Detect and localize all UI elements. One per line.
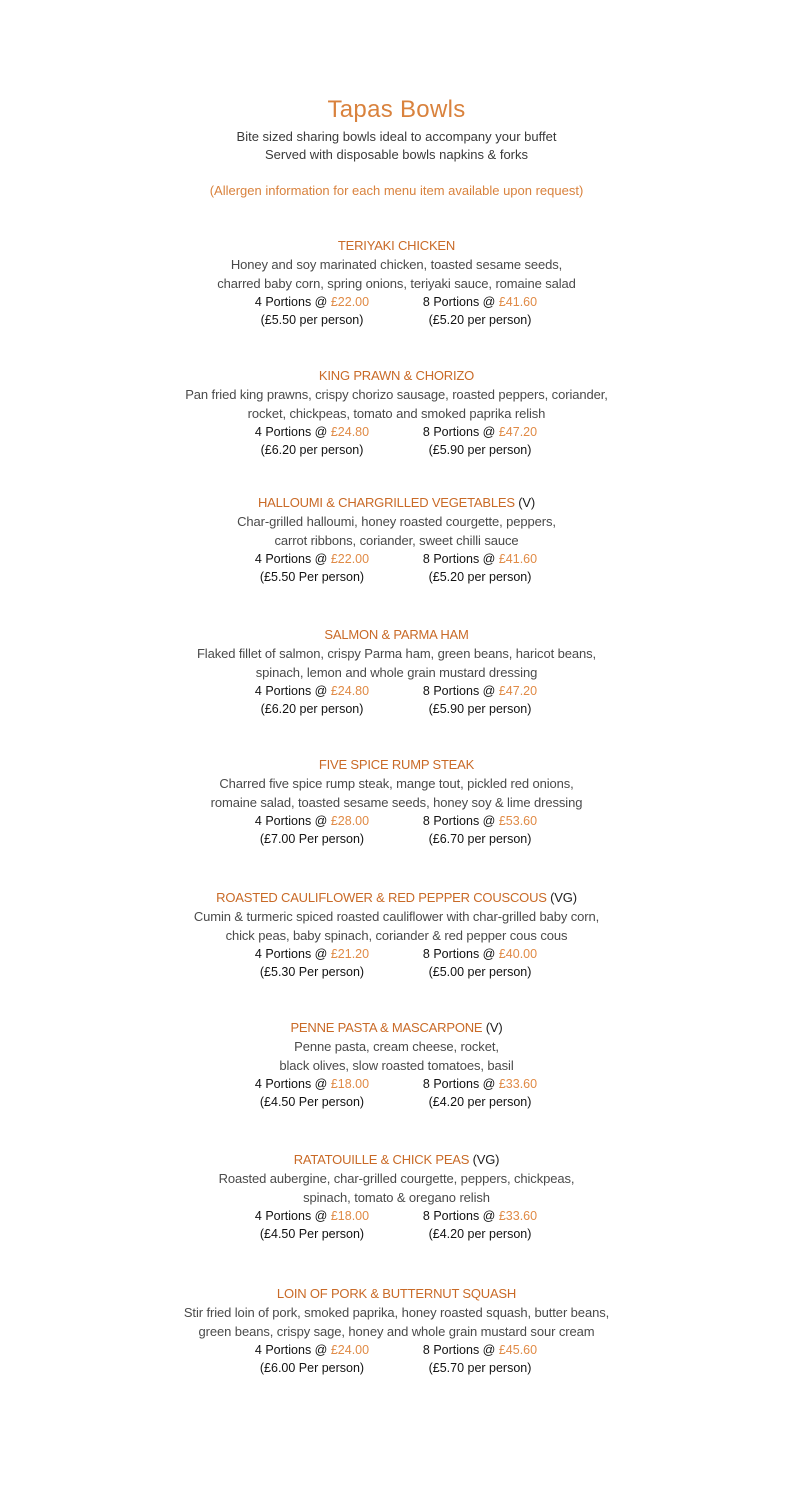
price-amount: £21.20 <box>330 947 370 961</box>
price-8-portions: 8 Portions @ £41.60 (£5.20 per person) <box>390 293 570 329</box>
item-name: HALLOUMI & CHARGRILLED VEGETABLES (V) <box>257 495 535 510</box>
per-person: (£5.50 Per person) <box>259 570 365 584</box>
per-person: (£6.20 per person) <box>260 443 364 457</box>
item-desc-line-1: Honey and soy marinated chicken, toasted sesame seeds, <box>230 257 563 272</box>
price-4-portions: 4 Portions @ £22.00 (£5.50 Per person) <box>222 550 402 586</box>
menu-item <box>0 1151 793 1243</box>
item-name: FIVE SPICE RUMP STEAK <box>318 757 475 772</box>
item-desc-line-2: romaine salad, toasted sesame seeds, honey soy & lime dressing <box>210 795 583 810</box>
menu-item <box>0 494 793 586</box>
item-desc-line-2: green beans, crispy sage, honey and whole grain mustard sour cream <box>198 1324 595 1339</box>
item-desc-line-1: Roasted aubergine, char-grilled courgette, peppers, chickpeas, <box>218 1171 575 1186</box>
price-amount: £40.00 <box>498 947 538 961</box>
item-name: SALMON & PARMA HAM <box>324 627 469 642</box>
price-4-portions: 4 Portions @ £24.80 (£6.20 per person) <box>222 423 402 459</box>
per-person: (£5.00 per person) <box>428 965 532 979</box>
per-person: (£4.50 Per person) <box>259 1227 365 1241</box>
price-4-portions: 4 Portions @ £24.80 (£6.20 per person) <box>222 682 402 718</box>
price-block <box>0 1341 793 1377</box>
price-amount: £18.00 <box>330 1209 370 1223</box>
price-4-portions: 4 Portions @ £21.20 (£5.30 Per person) <box>222 945 402 981</box>
price-amount: £28.00 <box>330 814 370 828</box>
item-desc-line-1: Cumin & turmeric spiced roasted cauliflower with char-grilled baby corn, <box>193 909 600 924</box>
price-block <box>0 812 793 848</box>
menu-item <box>0 237 793 329</box>
page-title: Tapas Bowls <box>327 96 466 123</box>
per-person: (£5.20 per person) <box>428 313 532 327</box>
item-name: LOIN OF PORK & BUTTERNUT SQUASH <box>276 1286 517 1301</box>
per-person: (£6.00 Per person) <box>259 1361 365 1375</box>
menu-item <box>0 756 793 848</box>
price-amount: £47.20 <box>498 425 538 439</box>
price-block <box>0 945 793 981</box>
item-desc-line-2: rocket, chickpeas, tomato and smoked paprika relish <box>247 406 546 421</box>
menu-item <box>0 1285 793 1377</box>
menu-item <box>0 367 793 459</box>
item-name: ROASTED CAULIFLOWER & RED PEPPER COUSCOUS (VG) <box>216 890 577 905</box>
subtitle-line-2: Served with disposable bowls napkins & forks <box>264 147 529 162</box>
per-person: (£5.90 per person) <box>428 702 532 716</box>
item-desc-line-2: black olives, slow roasted tomatoes, basil <box>279 1058 514 1073</box>
price-amount: £41.60 <box>498 295 538 309</box>
price-block <box>0 1075 793 1111</box>
price-8-portions: 8 Portions @ £33.60 (£4.20 per person) <box>390 1075 570 1111</box>
per-person: (£5.30 Per person) <box>259 965 365 979</box>
price-amount: £45.60 <box>498 1343 538 1357</box>
item-name: TERIYAKI CHICKEN <box>337 238 456 253</box>
price-4-portions: 4 Portions @ £28.00 (£7.00 Per person) <box>222 812 402 848</box>
diet-tag: (V) <box>514 495 535 510</box>
subtitle-line-1: Bite sized sharing bowls ideal to accompany your buffet <box>236 129 557 144</box>
diet-tag: (V) <box>482 1020 503 1035</box>
price-block <box>0 682 793 718</box>
price-8-portions: 8 Portions @ £47.20 (£5.90 per person) <box>390 682 570 718</box>
item-desc-line-1: Pan fried king prawns, crispy chorizo sausage, roasted peppers, coriander, <box>185 387 608 402</box>
price-8-portions: 8 Portions @ £41.60 (£5.20 per person) <box>390 550 570 586</box>
item-desc-line-1: Penne pasta, cream cheese, rocket, <box>294 1039 499 1054</box>
price-4-portions: 4 Portions @ £18.00 (£4.50 Per person) <box>222 1207 402 1243</box>
price-8-portions: 8 Portions @ £47.20 (£5.90 per person) <box>390 423 570 459</box>
item-desc-line-2: carrot ribbons, coriander, sweet chilli sauce <box>274 533 519 548</box>
price-amount: £33.60 <box>498 1209 538 1223</box>
item-desc-line-1: Stir fried loin of pork, smoked paprika, honey roasted squash, butter beans, <box>183 1305 610 1320</box>
price-8-portions: 8 Portions @ £33.60 (£4.20 per person) <box>390 1207 570 1243</box>
price-amount: £24.80 <box>330 425 370 439</box>
price-block <box>0 293 793 329</box>
per-person: (£5.20 per person) <box>428 570 532 584</box>
allergen-note: (Allergen information for each menu item available upon request) <box>209 183 584 198</box>
price-8-portions: 8 Portions @ £53.60 (£6.70 per person) <box>390 812 570 848</box>
item-desc-line-2: chick peas, baby spinach, coriander & red pepper cous cous <box>225 928 568 943</box>
item-desc-line-1: Charred five spice rump steak, mange tout, pickled red onions, <box>219 776 574 791</box>
price-amount: £22.00 <box>330 552 370 566</box>
per-person: (£7.00 Per person) <box>259 832 365 846</box>
price-8-portions: 8 Portions @ £40.00 (£5.00 per person) <box>390 945 570 981</box>
price-4-portions: 4 Portions @ £22.00 (£5.50 per person) <box>222 293 402 329</box>
price-block <box>0 550 793 586</box>
price-amount: £33.60 <box>498 1077 538 1091</box>
item-desc-line-2: spinach, lemon and whole grain mustard dressing <box>255 665 538 680</box>
menu-item <box>0 1019 793 1111</box>
item-name: RATATOUILLE & CHICK PEAS (VG) <box>293 1152 500 1167</box>
price-amount: £18.00 <box>330 1077 370 1091</box>
per-person: (£4.20 per person) <box>428 1095 532 1109</box>
per-person: (£5.90 per person) <box>428 443 532 457</box>
menu-item <box>0 626 793 718</box>
price-block <box>0 1207 793 1243</box>
item-name: KING PRAWN & CHORIZO <box>318 368 475 383</box>
price-amount: £47.20 <box>498 684 538 698</box>
price-amount: £22.00 <box>330 295 370 309</box>
price-amount: £24.80 <box>330 684 370 698</box>
menu-item <box>0 889 793 981</box>
price-block <box>0 423 793 459</box>
price-4-portions: 4 Portions @ £24.00 (£6.00 Per person) <box>222 1341 402 1377</box>
item-desc-line-1: Char-grilled halloumi, honey roasted courgette, peppers, <box>237 514 556 529</box>
price-amount: £41.60 <box>498 552 538 566</box>
price-amount: £24.00 <box>330 1343 370 1357</box>
item-desc-line-2: spinach, tomato & oregano relish <box>303 1190 490 1205</box>
per-person: (£6.20 per person) <box>260 702 364 716</box>
diet-tag: (VG) <box>546 890 577 905</box>
price-4-portions: 4 Portions @ £18.00 (£4.50 Per person) <box>222 1075 402 1111</box>
item-desc-line-1: Flaked fillet of salmon, crispy Parma ham, green beans, haricot beans, <box>196 646 597 661</box>
item-name: PENNE PASTA & MASCARPONE (V) <box>290 1020 503 1035</box>
per-person: (£4.50 Per person) <box>259 1095 365 1109</box>
per-person: (£5.50 per person) <box>260 313 364 327</box>
per-person: (£5.70 per person) <box>428 1361 532 1375</box>
price-8-portions: 8 Portions @ £45.60 (£5.70 per person) <box>390 1341 570 1377</box>
per-person: (£6.70 per person) <box>428 832 532 846</box>
price-amount: £53.60 <box>498 814 538 828</box>
item-desc-line-2: charred baby corn, spring onions, teriyaki sauce, romaine salad <box>217 276 576 291</box>
diet-tag: (VG) <box>469 1152 500 1167</box>
per-person: (£4.20 per person) <box>428 1227 532 1241</box>
